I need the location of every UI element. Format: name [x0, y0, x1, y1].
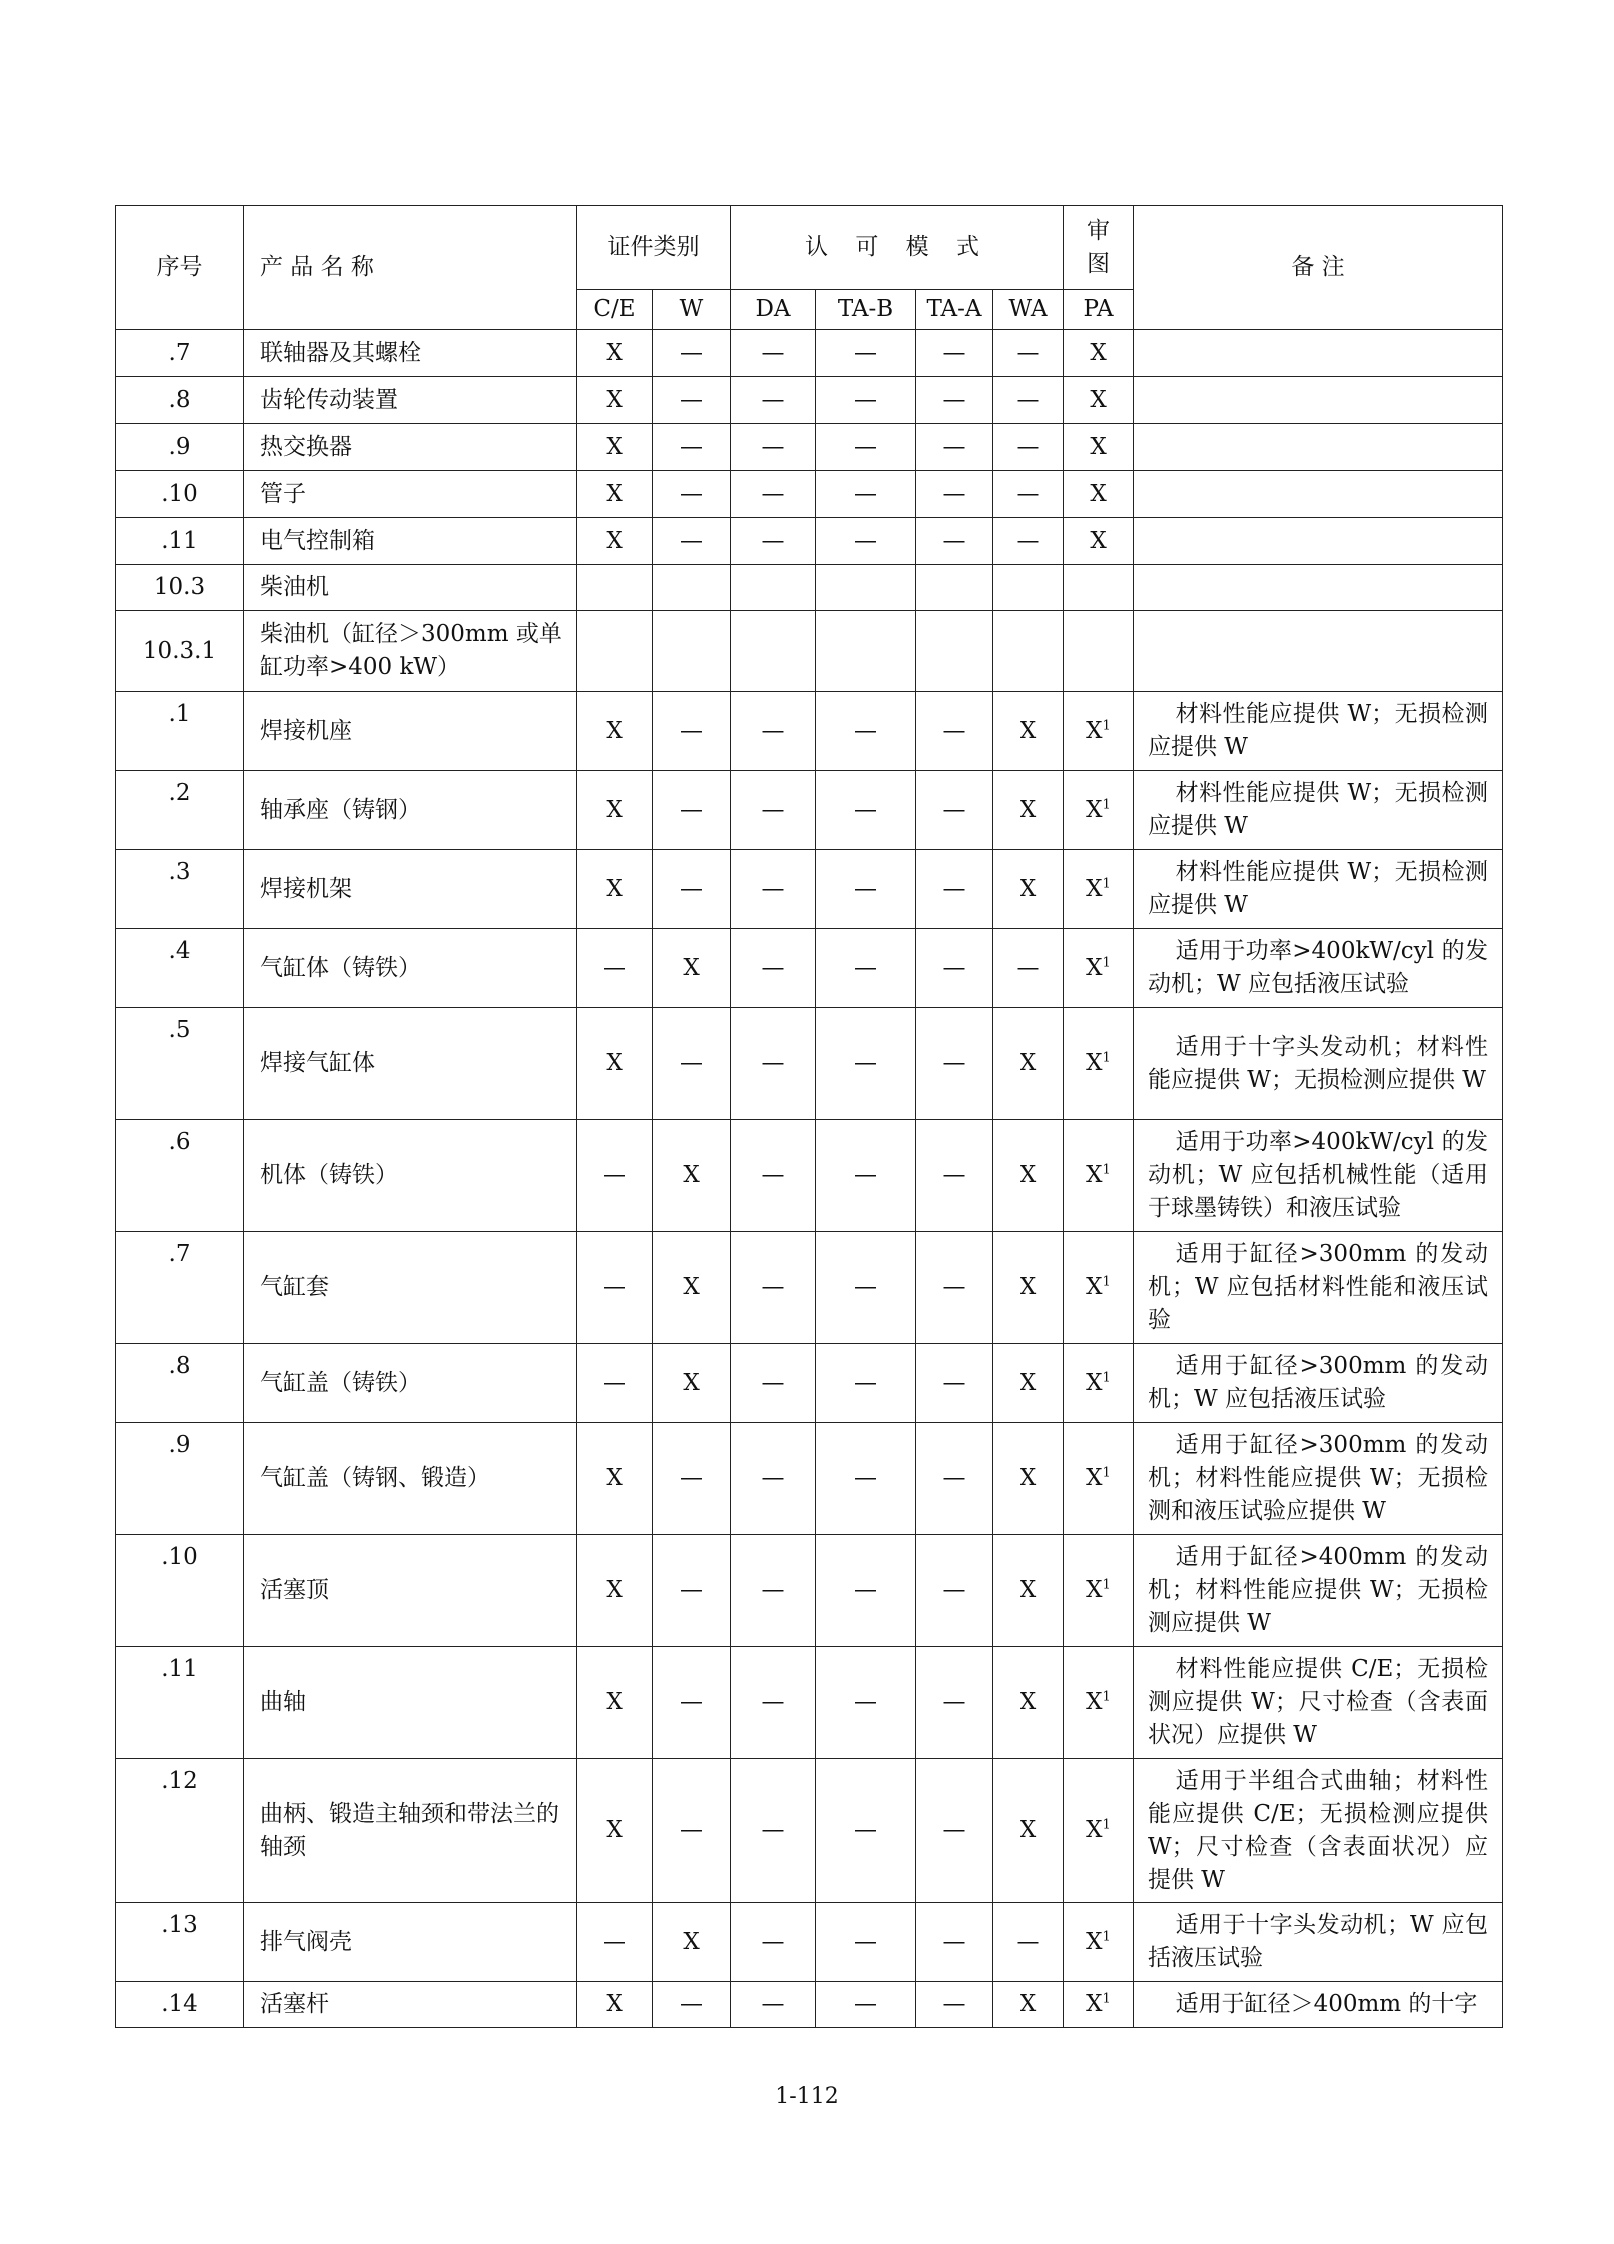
cell-tab: — — [816, 471, 916, 518]
cell-da — [731, 611, 816, 692]
cell-ce: X — [577, 1008, 653, 1120]
row-remark — [1134, 565, 1503, 611]
footnote-marker: 1 — [1102, 954, 1111, 970]
cell-taa: — — [916, 1982, 993, 2028]
row-product-name: 气缸盖（铸铁） — [244, 1344, 577, 1423]
cell-w: — — [653, 692, 731, 771]
row-product-name: 柴油机 — [244, 565, 577, 611]
row-product-name: 轴承座（铸钢） — [244, 771, 577, 850]
cell-w: X — [653, 1120, 731, 1232]
cell-tab: — — [816, 518, 916, 565]
row-index: .11 — [116, 1647, 244, 1759]
cell-pa — [1064, 1008, 1134, 1120]
cell-pa-value: X — [1086, 1928, 1103, 1955]
cell-taa: — — [916, 1535, 993, 1647]
cell-taa: — — [916, 330, 993, 377]
table-row — [116, 471, 1503, 518]
row-index: 10.3 — [116, 565, 244, 611]
cell-da — [731, 565, 816, 611]
cell-wa: X — [993, 1535, 1064, 1647]
cell-pa-value: X — [1090, 433, 1107, 460]
cell-taa: — — [916, 1759, 993, 1903]
cell-w: — — [653, 1423, 731, 1535]
row-remark — [1134, 1647, 1503, 1759]
footnote-marker: 1 — [1102, 1369, 1111, 1385]
footnote-marker: 1 — [1102, 1162, 1111, 1178]
table-row — [116, 1232, 1503, 1344]
cell-tab: — — [816, 377, 916, 424]
cell-pa — [1064, 1903, 1134, 1982]
table-row — [116, 692, 1503, 771]
footnote-marker: 1 — [1102, 875, 1111, 891]
table-row — [116, 330, 1503, 377]
row-remark — [1134, 1423, 1503, 1535]
remark-text: 适用于十字头发动机；材料性能应提供 W；无损检测应提供 W — [1148, 1033, 1488, 1093]
cell-ce: X — [577, 377, 653, 424]
product-approval-table — [115, 205, 1503, 2028]
cell-taa: — — [916, 1008, 993, 1120]
cell-pa-value: X — [1090, 386, 1107, 413]
cell-pa-value: X — [1086, 1369, 1103, 1396]
cell-w: — — [653, 1535, 731, 1647]
row-index: .14 — [116, 1982, 244, 2028]
cell-pa-value: X — [1086, 875, 1103, 902]
row-remark — [1134, 1982, 1503, 2028]
cell-w: — — [653, 518, 731, 565]
cell-w — [653, 611, 731, 692]
cell-pa — [1064, 471, 1134, 518]
cell-pa — [1064, 518, 1134, 565]
row-remark — [1134, 611, 1503, 692]
cell-da: — — [731, 471, 816, 518]
cell-ce: X — [577, 1535, 653, 1647]
cell-tab: — — [816, 692, 916, 771]
cell-ce: X — [577, 771, 653, 850]
cell-ce: X — [577, 424, 653, 471]
cell-w: — — [653, 771, 731, 850]
cell-pa-value: X — [1086, 1274, 1103, 1300]
table-row — [116, 565, 1503, 611]
cell-taa: — — [916, 929, 993, 1008]
cell-ce: X — [577, 850, 653, 929]
cell-da: — — [731, 1344, 816, 1423]
cell-wa: X — [993, 771, 1064, 850]
footnote-marker: 1 — [1102, 1465, 1111, 1481]
cell-tab: — — [816, 1423, 916, 1535]
cell-pa — [1064, 611, 1134, 692]
remark-text: 适用于缸径>400mm 的发动机；材料性能应提供 W；无损检测应提供 W — [1148, 1544, 1488, 1636]
footnote-marker: 1 — [1102, 1817, 1111, 1833]
row-remark — [1134, 1903, 1503, 1982]
cell-pa — [1064, 377, 1134, 424]
cell-tab: — — [816, 1759, 916, 1903]
cell-tab: — — [816, 1344, 916, 1423]
cell-pa — [1064, 565, 1134, 611]
cell-tab: — — [816, 330, 916, 377]
cell-taa: — — [916, 1232, 993, 1344]
cell-w: X — [653, 1903, 731, 1982]
footnote-marker: 1 — [1102, 796, 1111, 812]
cell-taa — [916, 611, 993, 692]
cell-ce: X — [577, 518, 653, 565]
row-product-name: 热交换器 — [244, 424, 577, 471]
cell-pa-value: X — [1086, 1689, 1103, 1715]
row-index: .10 — [116, 471, 244, 518]
cell-ce: X — [577, 1647, 653, 1759]
table-row — [116, 1759, 1503, 1903]
cell-wa: — — [993, 377, 1064, 424]
remark-text: 适用于功率>400kW/cyl 的发动机；W 应包括液压试验 — [1148, 938, 1488, 997]
header-cert-type: 证件类别 — [577, 206, 731, 290]
row-remark — [1134, 471, 1503, 518]
footnote-marker: 1 — [1102, 1577, 1111, 1593]
remark-text: 适用于缸径＞400mm 的十字 — [1175, 1991, 1478, 2017]
table-row — [116, 1008, 1503, 1120]
cell-wa: X — [993, 1423, 1064, 1535]
cell-wa — [993, 611, 1064, 692]
cell-ce: X — [577, 692, 653, 771]
row-index: 10.3.1 — [116, 611, 244, 692]
cell-pa-value: X — [1086, 717, 1103, 744]
cell-pa-value: X — [1090, 480, 1107, 507]
cell-tab: — — [816, 850, 916, 929]
cell-da: — — [731, 424, 816, 471]
row-product-name: 机体（铸铁） — [244, 1120, 577, 1232]
cell-ce: X — [577, 1759, 653, 1903]
row-remark — [1134, 1232, 1503, 1344]
cell-pa — [1064, 929, 1134, 1008]
cell-pa-value: X — [1086, 1465, 1103, 1491]
page-number: 1-112 — [775, 2084, 839, 2109]
header-seq: 序号 — [116, 206, 244, 330]
cell-w: — — [653, 377, 731, 424]
row-index: .9 — [116, 424, 244, 471]
cell-w: — — [653, 1759, 731, 1903]
cell-pa-value: X — [1086, 796, 1103, 823]
cell-ce: X — [577, 1982, 653, 2028]
footnote-marker: 1 — [1102, 1689, 1111, 1705]
row-index: .11 — [116, 518, 244, 565]
cell-tab: — — [816, 929, 916, 1008]
cell-taa: — — [916, 1423, 993, 1535]
remark-text: 适用于功率>400kW/cyl 的发动机；W 应包括机械性能（适用于球墨铸铁）和液压试验 — [1148, 1129, 1488, 1221]
cell-w: X — [653, 929, 731, 1008]
cell-wa: X — [993, 692, 1064, 771]
row-product-name: 活塞顶 — [244, 1535, 577, 1647]
cell-taa: — — [916, 424, 993, 471]
header-wa: WA — [993, 290, 1064, 330]
remark-text: 适用于缸径>300mm 的发动机；W 应包括液压试验 — [1148, 1353, 1488, 1412]
row-product-name: 曲柄、锻造主轴颈和带法兰的轴颈 — [244, 1759, 577, 1903]
cell-ce: — — [577, 1344, 653, 1423]
cell-wa: X — [993, 1759, 1064, 1903]
row-product-name: 电气控制箱 — [244, 518, 577, 565]
row-index: .3 — [116, 850, 244, 929]
table-row — [116, 771, 1503, 850]
row-index: .1 — [116, 692, 244, 771]
table-row — [116, 1535, 1503, 1647]
cell-da: — — [731, 1982, 816, 2028]
cell-pa-value: X — [1090, 527, 1107, 554]
cell-tab: — — [816, 771, 916, 850]
row-index: .9 — [116, 1423, 244, 1535]
cell-tab: — — [816, 1903, 916, 1982]
cell-w — [653, 565, 731, 611]
cell-taa: — — [916, 771, 993, 850]
row-product-name: 齿轮传动装置 — [244, 377, 577, 424]
header-ce: C/E — [577, 290, 653, 330]
table-row — [116, 518, 1503, 565]
remark-text: 适用于十字头发动机；W 应包括液压试验 — [1148, 1912, 1488, 1971]
cell-pa — [1064, 692, 1134, 771]
cell-tab: — — [816, 1982, 916, 2028]
row-index: .8 — [116, 377, 244, 424]
cell-da: — — [731, 929, 816, 1008]
table-row — [116, 1423, 1503, 1535]
cell-wa: — — [993, 424, 1064, 471]
row-product-name: 气缸盖（铸钢、锻造） — [244, 1423, 577, 1535]
cell-pa-value: X — [1086, 1817, 1103, 1843]
table-row — [116, 1982, 1503, 2028]
cell-wa: — — [993, 518, 1064, 565]
row-index: .13 — [116, 1903, 244, 1982]
cell-pa — [1064, 771, 1134, 850]
cell-da: — — [731, 1120, 816, 1232]
table-row — [116, 1903, 1503, 1982]
table-row — [116, 611, 1503, 692]
cell-wa: X — [993, 1120, 1064, 1232]
cell-ce: — — [577, 929, 653, 1008]
cell-da: — — [731, 1423, 816, 1535]
cell-w: — — [653, 330, 731, 377]
cell-w: — — [653, 850, 731, 929]
footnote-marker: 1 — [1102, 1050, 1111, 1066]
cell-da: — — [731, 692, 816, 771]
remark-text: 适用于缸径>300mm 的发动机；材料性能应提供 W；无损检测和液压试验应提供 W — [1148, 1432, 1488, 1524]
cell-pa-value: X — [1086, 1577, 1103, 1603]
table-row — [116, 1344, 1503, 1423]
cell-ce: — — [577, 1120, 653, 1232]
row-index: .10 — [116, 1535, 244, 1647]
cell-tab: — — [816, 1647, 916, 1759]
row-product-name: 柴油机（缸径＞300mm 或单缸功率>400 kW） — [244, 611, 577, 692]
cell-taa — [916, 565, 993, 611]
row-remark — [1134, 518, 1503, 565]
cell-ce — [577, 611, 653, 692]
cell-pa — [1064, 1535, 1134, 1647]
cell-wa: X — [993, 1647, 1064, 1759]
cell-wa: X — [993, 1008, 1064, 1120]
row-remark — [1134, 1759, 1503, 1903]
cell-ce: X — [577, 1423, 653, 1535]
footnote-marker: 1 — [1102, 1991, 1111, 2007]
header-drawing-review: 审图 — [1064, 206, 1134, 290]
row-remark — [1134, 1344, 1503, 1423]
header-product-name: 产 品 名 称 — [244, 206, 577, 330]
row-product-name: 焊接机架 — [244, 850, 577, 929]
cell-wa: — — [993, 330, 1064, 377]
cell-da: — — [731, 1759, 816, 1903]
cell-wa: — — [993, 929, 1064, 1008]
cell-ce: X — [577, 330, 653, 377]
cell-w: — — [653, 1008, 731, 1120]
header-w: W — [653, 290, 731, 330]
cell-tab: — — [816, 1535, 916, 1647]
cell-wa — [993, 565, 1064, 611]
cell-tab: — — [816, 1232, 916, 1344]
footnote-marker: 1 — [1102, 717, 1111, 733]
cell-taa: — — [916, 518, 993, 565]
row-remark — [1134, 771, 1503, 850]
cell-taa: — — [916, 1344, 993, 1423]
cell-ce: X — [577, 471, 653, 518]
row-remark — [1134, 1535, 1503, 1647]
remark-text: 材料性能应提供 W；无损检测应提供 W — [1148, 859, 1488, 918]
footnote-marker: 1 — [1102, 1274, 1111, 1290]
cell-taa: — — [916, 692, 993, 771]
row-remark — [1134, 692, 1503, 771]
remark-text: 适用于缸径>300mm 的发动机；W 应包括材料性能和液压试验 — [1148, 1241, 1488, 1333]
row-index: .12 — [116, 1759, 244, 1903]
cell-taa: — — [916, 1647, 993, 1759]
cell-wa: X — [993, 1232, 1064, 1344]
cell-pa — [1064, 1232, 1134, 1344]
row-index: .4 — [116, 929, 244, 1008]
row-product-name: 联轴器及其螺栓 — [244, 330, 577, 377]
cell-tab: — — [816, 1120, 916, 1232]
table-row — [116, 377, 1503, 424]
row-product-name: 焊接机座 — [244, 692, 577, 771]
cell-pa-value: X — [1086, 954, 1103, 981]
cell-pa — [1064, 1423, 1134, 1535]
table-row — [116, 1647, 1503, 1759]
cell-w: — — [653, 1982, 731, 2028]
row-remark — [1134, 850, 1503, 929]
cell-wa: X — [993, 1982, 1064, 2028]
cell-wa: X — [993, 1344, 1064, 1423]
header-da: DA — [731, 290, 816, 330]
cell-w: — — [653, 471, 731, 518]
cell-pa — [1064, 424, 1134, 471]
table-body — [116, 330, 1503, 2028]
cell-tab — [816, 565, 916, 611]
row-index: .8 — [116, 1344, 244, 1423]
cell-tab — [816, 611, 916, 692]
cell-pa — [1064, 330, 1134, 377]
cell-tab: — — [816, 424, 916, 471]
row-remark — [1134, 929, 1503, 1008]
remark-text: 材料性能应提供 W；无损检测应提供 W — [1148, 780, 1488, 839]
cell-da: — — [731, 1903, 816, 1982]
cell-pa — [1064, 1120, 1134, 1232]
cell-pa — [1064, 1982, 1134, 2028]
remark-text: 材料性能应提供 C/E；无损检测应提供 W；尺寸检查（含表面状况）应提供 W — [1148, 1656, 1488, 1748]
cell-w: X — [653, 1344, 731, 1423]
cell-pa-value: X — [1086, 1162, 1103, 1188]
cell-pa — [1064, 850, 1134, 929]
cell-da: — — [731, 771, 816, 850]
row-remark — [1134, 1120, 1503, 1232]
cell-wa: — — [993, 471, 1064, 518]
row-index: .7 — [116, 330, 244, 377]
row-product-name: 焊接气缸体 — [244, 1008, 577, 1120]
cell-da: — — [731, 518, 816, 565]
row-product-name: 管子 — [244, 471, 577, 518]
cell-taa: — — [916, 471, 993, 518]
row-product-name: 活塞杆 — [244, 1982, 577, 2028]
row-remark — [1134, 377, 1503, 424]
row-remark — [1134, 1008, 1503, 1120]
cell-pa — [1064, 1344, 1134, 1423]
cell-pa-value: X — [1086, 1050, 1103, 1076]
cell-wa: X — [993, 850, 1064, 929]
cell-ce: — — [577, 1903, 653, 1982]
cell-da: — — [731, 330, 816, 377]
remark-text: 材料性能应提供 W；无损检测应提供 W — [1148, 701, 1488, 760]
cell-w: — — [653, 1647, 731, 1759]
cell-taa: — — [916, 1120, 993, 1232]
cell-wa: — — [993, 1903, 1064, 1982]
table-row — [116, 424, 1503, 471]
remark-text: 适用于半组合式曲轴；材料性能应提供 C/E；无损检测应提供 W；尺寸检查（含表面状况）应提供 W — [1148, 1767, 1488, 1893]
footnote-marker: 1 — [1102, 1928, 1111, 1944]
cell-pa — [1064, 1759, 1134, 1903]
table-row — [116, 1120, 1503, 1232]
cell-da: — — [731, 1647, 816, 1759]
cell-da: — — [731, 1232, 816, 1344]
cell-ce: — — [577, 1232, 653, 1344]
row-index: .6 — [116, 1120, 244, 1232]
table-row — [116, 929, 1503, 1008]
header-approval-mode: 认 可 模 式 — [731, 206, 1064, 290]
header-pa: PA — [1064, 290, 1134, 330]
row-remark — [1134, 424, 1503, 471]
cell-taa: — — [916, 1903, 993, 1982]
row-product-name: 气缸套 — [244, 1232, 577, 1344]
cell-pa — [1064, 1647, 1134, 1759]
cell-w: — — [653, 424, 731, 471]
row-product-name: 气缸体（铸铁） — [244, 929, 577, 1008]
cell-taa: — — [916, 850, 993, 929]
cell-da: — — [731, 377, 816, 424]
cell-taa: — — [916, 377, 993, 424]
header-taa: TA-A — [916, 290, 993, 330]
cell-da: — — [731, 850, 816, 929]
header-remarks: 备 注 — [1134, 206, 1503, 330]
cell-da: — — [731, 1008, 816, 1120]
table-row — [116, 850, 1503, 929]
row-index: .5 — [116, 1008, 244, 1120]
header-tab: TA-B — [816, 290, 916, 330]
cell-ce — [577, 565, 653, 611]
cell-pa-value: X — [1090, 339, 1107, 366]
cell-tab: — — [816, 1008, 916, 1120]
cell-w: X — [653, 1232, 731, 1344]
cell-pa-value: X — [1086, 1991, 1103, 2017]
row-remark — [1134, 330, 1503, 377]
row-product-name: 排气阀壳 — [244, 1903, 577, 1982]
cell-da: — — [731, 1535, 816, 1647]
row-index: .2 — [116, 771, 244, 850]
row-product-name: 曲轴 — [244, 1647, 577, 1759]
row-index: .7 — [116, 1232, 244, 1344]
